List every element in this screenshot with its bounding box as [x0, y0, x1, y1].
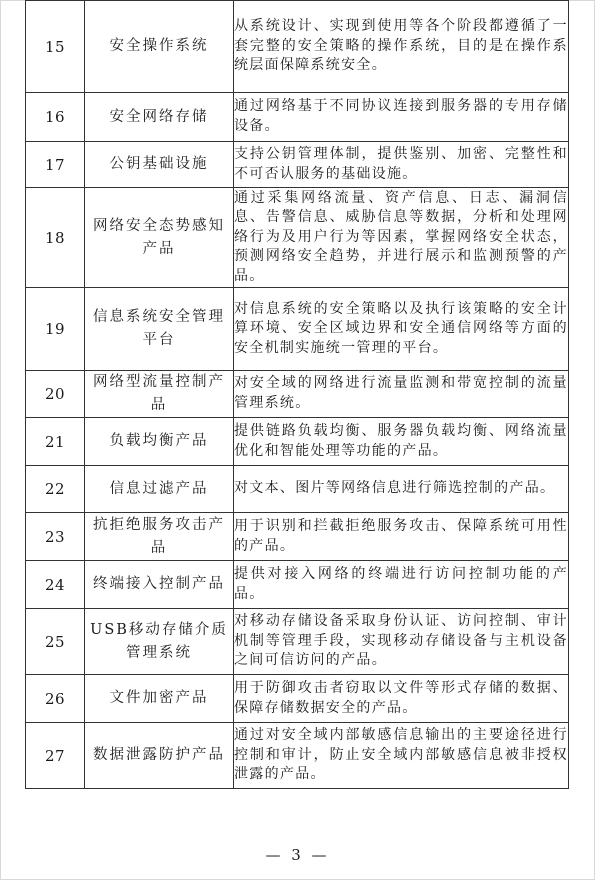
- product-name: 文件加密产品: [85, 675, 234, 723]
- row-number: 22: [26, 466, 85, 513]
- row-number: 17: [26, 142, 85, 188]
- row-number: 25: [26, 609, 85, 675]
- row-number: 16: [26, 93, 85, 142]
- product-name: 信息系统安全管理平台: [85, 288, 234, 371]
- row-number: 18: [26, 188, 85, 288]
- row-number: 19: [26, 288, 85, 371]
- row-number: 26: [26, 675, 85, 723]
- product-description: 对信息系统的安全策略以及执行该策略的安全计算环境、安全区域边界和安全通信网络等方面的安全机制实施统一管理的平台。: [234, 288, 569, 371]
- row-number: 23: [26, 513, 85, 561]
- product-description: 用于识别和拦截拒绝服务攻击、保障系统可用性的产品。: [234, 513, 569, 561]
- row-number: 27: [26, 723, 85, 789]
- product-description: 从系统设计、实现到使用等各个阶段都遵循了一套完整的安全策略的操作系统，目的是在操作系统层面保障系统安全。: [234, 1, 569, 93]
- table-row: [26, 561, 569, 609]
- product-catalog-table: [25, 0, 569, 789]
- product-name: 安全网络存储: [85, 93, 234, 142]
- product-name: 负载均衡产品: [85, 418, 234, 466]
- table-row: [26, 609, 569, 675]
- product-name: 网络型流量控制产品: [85, 371, 234, 418]
- table-row: [26, 288, 569, 371]
- table-row: [26, 188, 569, 288]
- table-row: [26, 675, 569, 723]
- product-description: 对移动存储设备采取身份认证、访问控制、审计机制等管理手段，实现移动存储设备与主机设备之间可信访问的产品。: [234, 609, 569, 675]
- product-description: 提供链路负载均衡、服务器负载均衡、网络流量优化和智能处理等功能的产品。: [234, 418, 569, 466]
- product-name: 数据泄露防护产品: [85, 723, 234, 789]
- product-description: 对安全域的网络进行流量监测和带宽控制的流量管理系统。: [234, 371, 569, 418]
- product-name: 网络安全态势感知产品: [85, 188, 234, 288]
- page-number: — 3 —: [265, 846, 330, 864]
- product-description: 用于防御攻击者窃取以文件等形式存储的数据、保障存储数据安全的产品。: [234, 675, 569, 723]
- product-description: 对文本、图片等网络信息进行筛选控制的产品。: [234, 466, 569, 513]
- row-number: 24: [26, 561, 85, 609]
- product-description: 通过对安全域内部敏感信息输出的主要途径进行控制和审计，防止安全域内部敏感信息被非授权泄露的产品。: [234, 723, 569, 789]
- table-row: [26, 723, 569, 789]
- product-description: 通过网络基于不同协议连接到服务器的专用存储设备。: [234, 93, 569, 142]
- product-description: 通过采集网络流量、资产信息、日志、漏洞信息、告警信息、威胁信息等数据，分析和处理网络行为及用户行为等因素，掌握网络安全状态，预测网络安全趋势，并进行展示和监测预警的产品。: [234, 188, 569, 288]
- table-row: [26, 371, 569, 418]
- table-row: [26, 466, 569, 513]
- row-number: 15: [26, 1, 85, 93]
- row-number: 20: [26, 371, 85, 418]
- table-row: [26, 418, 569, 466]
- product-description: 支持公钥管理体制，提供鉴别、加密、完整性和不可否认服务的基础设施。: [234, 142, 569, 188]
- row-number: 21: [26, 418, 85, 466]
- product-name: 公钥基础设施: [85, 142, 234, 188]
- table-row: [26, 93, 569, 142]
- product-name: 抗拒绝服务攻击产品: [85, 513, 234, 561]
- table-row: [26, 513, 569, 561]
- product-name: 终端接入控制产品: [85, 561, 234, 609]
- product-name: USB移动存储介质管理系统: [85, 609, 234, 675]
- table-row: [26, 1, 569, 93]
- product-name: 信息过滤产品: [85, 466, 234, 513]
- product-name: 安全操作系统: [85, 1, 234, 93]
- table-row: [26, 142, 569, 188]
- product-description: 提供对接入网络的终端进行访问控制功能的产品。: [234, 561, 569, 609]
